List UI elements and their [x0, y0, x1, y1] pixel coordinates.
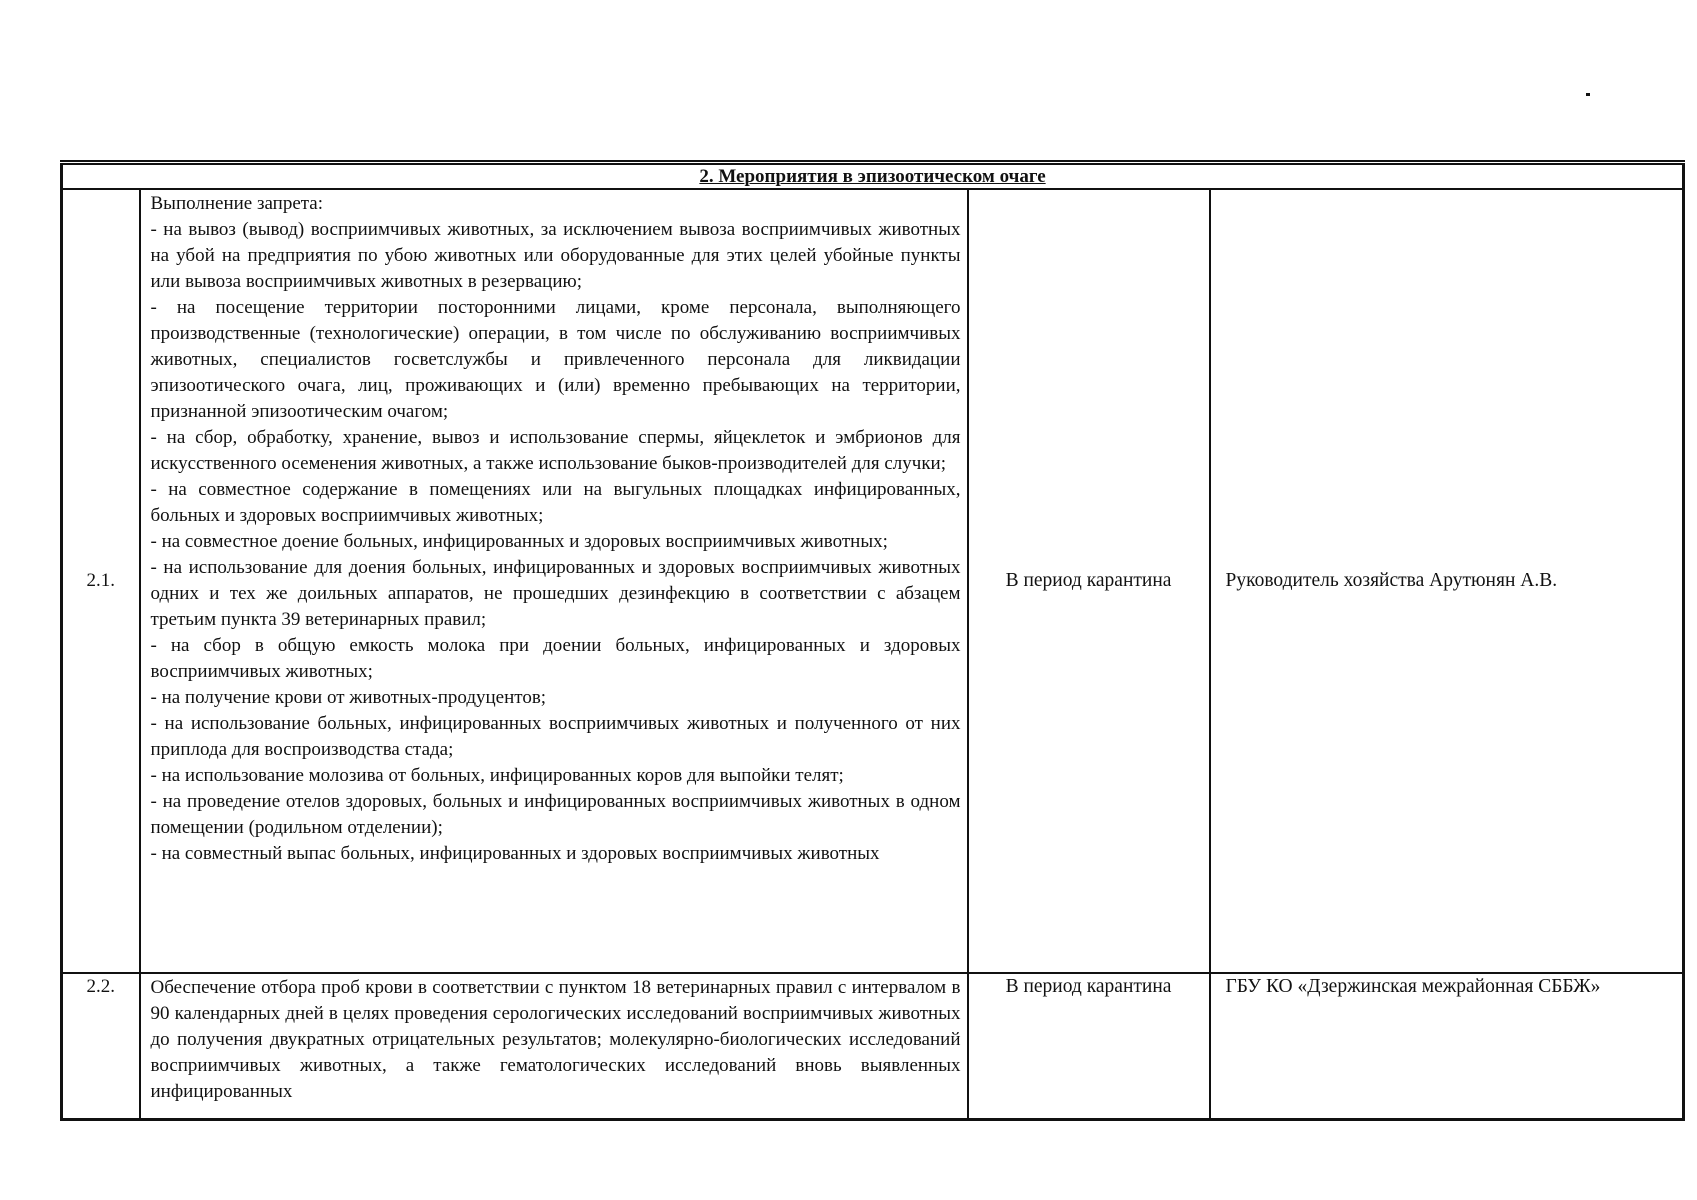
measures-table — [60, 160, 1685, 1121]
prohibition-item: - на совместное содержание в помещениях или на выгульных площадках инфицированных, больных и здоровых восприимчивых животных; — [150, 479, 961, 526]
prohibition-item: - на использование для доения больных, инфицированных и здоровых восприимчивых животных одних и тех же доильных аппаратов, не прошедших дезинфекцию в соответствии с абзацем третьим пункта 39 ветеринарных правил; — [150, 557, 961, 630]
prohibition-item: - на получение крови от животных-продуцентов; — [150, 687, 547, 708]
prohibition-item: - на проведение отелов здоровых, больных и инфицированных восприимчивых животных в одном помещении (родильном отделении); — [150, 791, 961, 838]
scan-speck — [1586, 93, 1590, 96]
prohibition-item: - на сбор в общую емкость молока при доении больных, инфицированных и здоровых восприимчивых животных; — [150, 635, 961, 682]
row-number: 2.2. — [62, 973, 140, 1120]
responsible-cell: Руководитель хозяйства Арутюнян А.В. — [1210, 189, 1684, 973]
prohibition-item: - на совместный выпас больных, инфицированных и здоровых восприимчивых животных — [150, 843, 880, 864]
table-row — [62, 189, 1684, 973]
responsible-cell: ГБУ КО «Дзержинская межрайонная СББЖ» — [1210, 973, 1684, 1120]
section-title: 2. Мероприятия в эпизоотическом очаге — [699, 166, 1046, 187]
prohibition-item: - на использование больных, инфицированных восприимчивых животных и полученного от них приплода для воспроизводства стада; — [150, 713, 961, 760]
prohibition-item: - на сбор, обработку, хранение, вывоз и использование спермы, яйцеклеток и эмбрионов для искусственного осеменения животных, а также использование быков-производителей для случки; — [150, 427, 961, 474]
prohibition-item: - на использование молозива от больных, инфицированных коров для выпойки телят; — [150, 765, 844, 786]
measure-description: Обеспечение отбора проб крови в соответствии с пунктом 18 ветеринарных правил с интервалом в 90 календарных дней в целях проведения серологических исследований восприимчивых животных до получения двукратных отрицательных результатов; молекулярно-биологических исследований восприимчивых животных, а также гематологических исследований вновь выявленных инфицированных — [140, 973, 968, 1120]
section-header-row — [62, 163, 1684, 190]
measure-intro: Выполнение запрета: — [150, 193, 323, 214]
prohibition-item: - на вывоз (вывод) восприимчивых животных, за исключением вывоза восприимчивых животных на убой на предприятия по убою животных или оборудованные для этих целей убойные пункты или вывоза восприимчивых животных в резервацию; — [150, 219, 961, 292]
period-cell: В период карантина — [968, 973, 1210, 1120]
section-header-cell — [62, 163, 1684, 190]
measure-description — [140, 189, 968, 973]
table-row — [62, 973, 1684, 1120]
prohibition-item: - на совместное доение больных, инфицированных и здоровых восприимчивых животных; — [150, 531, 888, 552]
prohibition-item: - на посещение территории посторонними лицами, кроме персонала, выполняющего производственные (технологические) операции, в том числе по обслуживанию восприимчивых животных, специалистов госветслужбы и привлеченного персонала для ликвидации эпизоотического очага, лиц, проживающих и (или) временно пребывающих на территории, признанной эпизоотическим очагом; — [150, 297, 961, 422]
row-number: 2.1. — [62, 189, 140, 973]
period-cell: В период карантина — [968, 189, 1210, 973]
